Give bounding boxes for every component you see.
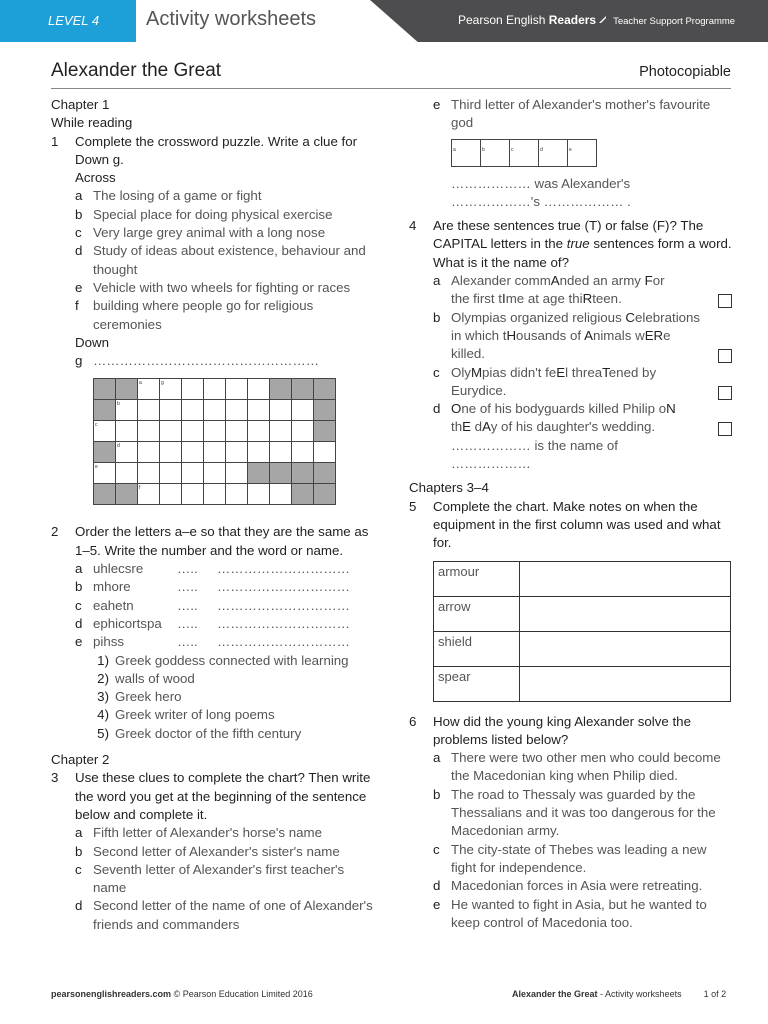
left-column	[51, 96, 381, 934]
clue-item: e Third letter of Alexander's mother's favourite god	[433, 97, 711, 131]
footer-right: Alexander the Great - Activity worksheets 1 of 2	[512, 989, 727, 999]
list-item[interactable]: b mhore ….. …………………………	[75, 579, 350, 595]
title-divider	[51, 88, 731, 89]
while-reading-heading: While reading	[51, 115, 133, 131]
page-title: Alexander the Great	[51, 60, 222, 81]
header-bar	[0, 0, 768, 42]
chapter-heading: Chapter 2	[51, 752, 110, 768]
notes-cell[interactable]	[520, 561, 731, 596]
clue-item: f building where people go for religious ceremonies	[75, 298, 314, 332]
pen-icon	[598, 15, 607, 24]
question-6: 6 How did the young king Alexander solve the problems listed below?	[409, 713, 691, 747]
photocopiable-label: Photocopiable	[639, 64, 731, 80]
list-item: d Macedonian forces in Asia were retreating.	[433, 878, 703, 894]
question-2: 2 Order the letters a–e so that they are the same as 1–5. Write the number and the word or name.	[51, 524, 369, 558]
clue-item: e Vehicle with two wheels for fighting or races	[75, 279, 351, 295]
chapter-heading: Chapter 1	[51, 97, 110, 112]
list-item[interactable]: d ephicortspa ….. …………………………	[75, 615, 350, 631]
clue-item-g[interactable]: g ……………………………………………	[75, 353, 320, 369]
answer-line[interactable]: ……………… is the name of	[451, 437, 618, 453]
question-4: 4 Are these sentences true (T) or false (F)? The CAPITAL letters in the true sentences form a word. What is it the name of?	[409, 218, 732, 270]
page-number: 1 of 2	[703, 989, 727, 999]
list-item: 5) Greek doctor of the fifth century	[97, 725, 302, 741]
answer-line[interactable]: ……………… was Alexander's	[451, 175, 631, 191]
list-item: 1) Greek goddess connected with learning	[97, 652, 349, 668]
answer-line[interactable]: ………………	[451, 456, 531, 472]
letter-chart[interactable]: a b c d e	[451, 139, 597, 167]
true-false-item: a Alexander commAnded an army For the first tIme at age thiRteen.	[409, 272, 734, 309]
list-item[interactable]: e pihss ….. …………………………	[75, 634, 350, 650]
clue-item: b Special place for doing physical exercise	[75, 206, 333, 222]
true-false-item: c OlyMpias didn't feEl threaTened by Eurydice.	[409, 364, 734, 401]
answer-checkbox[interactable]	[718, 294, 732, 308]
word-list	[51, 560, 381, 651]
down-heading: Down	[75, 334, 109, 350]
question-1: 1 Complete the crossword puzzle. Write a clue for Down g.	[51, 133, 358, 167]
level-badge: LEVEL 4	[0, 0, 136, 42]
footer-left: pearsonenglishreaders.com © Pearson Education Limited 2016	[51, 989, 313, 999]
answer-checkbox[interactable]	[718, 386, 732, 400]
true-false-item: d One of his bodyguards killed Philip oN thE dAy of his daughter's wedding.	[409, 400, 734, 437]
clue-item: d Second letter of the name of one of Alexander's friends and commanders	[75, 898, 373, 932]
list-item: c The city-state of Thebes was leading a new fight for independence.	[433, 841, 707, 875]
clue-item: b Second letter of Alexander's sister's name	[75, 843, 340, 859]
equipment-chart	[433, 561, 731, 702]
list-item[interactable]: c eahetn ….. …………………………	[75, 597, 350, 613]
answer-line[interactable]: ………………'s ……………… .	[451, 193, 631, 209]
notes-cell[interactable]	[520, 631, 731, 666]
notes-cell[interactable]	[520, 596, 731, 631]
section-title: Activity worksheets	[146, 8, 317, 30]
site-link[interactable]: pearsonenglishreaders.com	[51, 989, 172, 999]
chapter-heading: Chapters 3–4	[409, 480, 489, 496]
clue-item: d Study of ideas about existence, behaviour and thought	[75, 243, 366, 277]
brand-text: Pearson English Readers Teacher Support Programme	[458, 13, 736, 27]
clue-item: c Seventh letter of Alexander's first teacher's name	[75, 861, 345, 896]
true-false-item: b Olympias organized religious Celebrations in which tHousands of Animals wERe killed.	[409, 309, 734, 364]
table-row: shield	[434, 631, 731, 666]
clue-item: c Very large grey animal with a long nose	[75, 225, 326, 241]
list-item[interactable]: a uhlecsre ….. …………………………	[75, 561, 350, 577]
table-row: arrow	[434, 596, 731, 631]
table-row: spear	[434, 666, 731, 701]
question-5: 5 Complete the chart. Make notes on when the equipment in the first column was used and what for.	[409, 498, 721, 551]
clue-item: a Fifth letter of Alexander's horse's name	[75, 825, 323, 841]
list-item: b The road to Thessaly was guarded by the Thessalians and it was too dangerous for the Macedonian army.	[433, 786, 716, 839]
list-item: 3) Greek hero	[97, 689, 182, 705]
notes-cell[interactable]	[520, 666, 731, 701]
list-item: 4) Greek writer of long poems	[97, 707, 275, 723]
answer-checkbox[interactable]	[718, 349, 732, 363]
list-item: a There were two other men who could become the Macedonian king when Philip died.	[433, 750, 721, 784]
list-item: e He wanted to fight in Asia, but he wanted to keep control of Macedonia too.	[433, 896, 707, 930]
question-3: 3 Use these clues to complete the chart? Then write the word you get at the beginning of the sentence below and complete it.	[51, 770, 371, 822]
list-item: 2) walls of wood	[97, 670, 195, 686]
right-column	[409, 96, 734, 932]
clue-item: a The losing of a game or fight	[75, 188, 262, 204]
across-heading: Across	[75, 170, 116, 186]
answer-checkbox[interactable]	[718, 422, 732, 436]
table-row: armour	[434, 561, 731, 596]
crossword-grid[interactable]: a g b c d e f	[93, 378, 336, 505]
